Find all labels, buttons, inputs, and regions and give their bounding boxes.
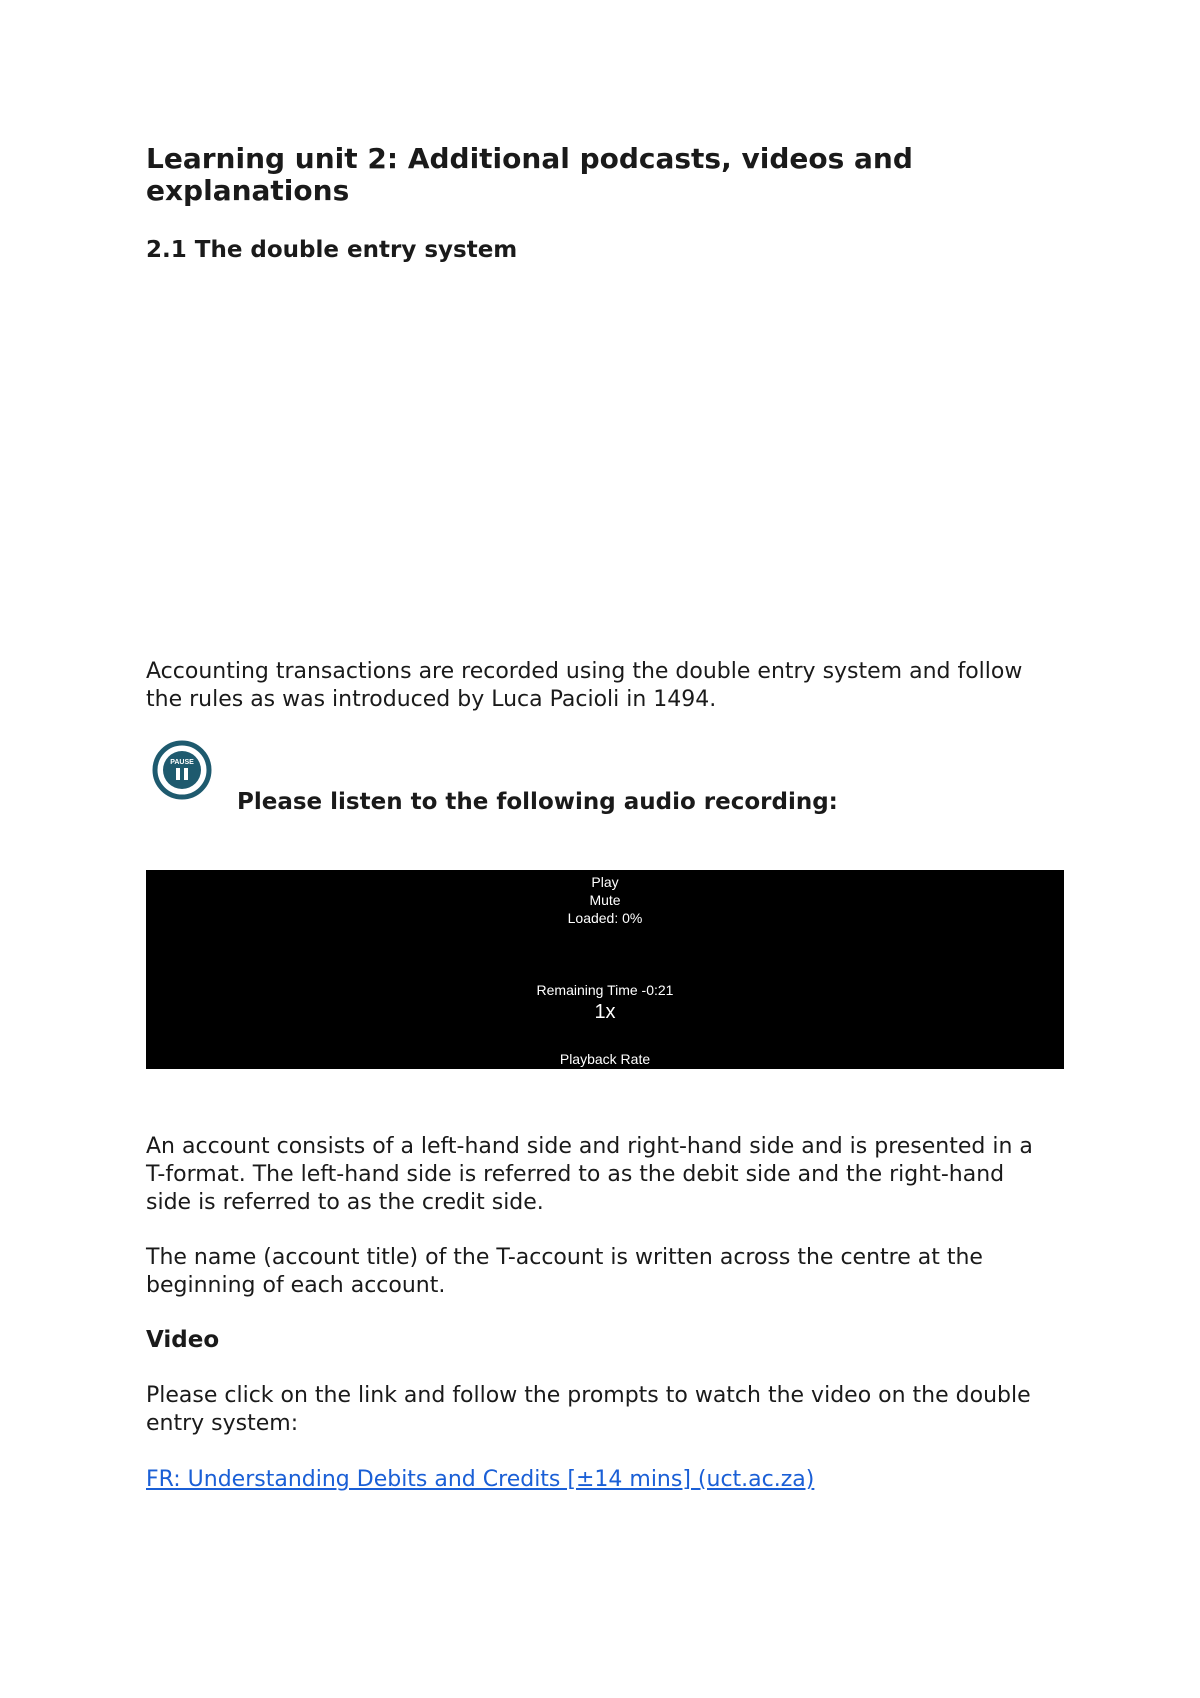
loaded-progress: Loaded: 0%	[567, 910, 643, 926]
page-title: Learning unit 2: Additional podcasts, videos and explanations	[146, 142, 913, 207]
video-instructions: Please click on the link and follow the prompts to watch the video on the double entry system:	[146, 1383, 1031, 1436]
remaining-time: Remaining Time -0:21	[536, 982, 674, 998]
account-name-paragraph: The name (account title) of the T-account is written across the centre at the beginning of each account.	[146, 1245, 983, 1298]
mute-button[interactable]: Mute	[589, 892, 621, 908]
section-heading: 2.1 The double entry system	[146, 237, 518, 263]
pause-icon-text: PAUSE	[170, 759, 194, 766]
audio-player[interactable]	[146, 870, 1064, 1069]
pause-icon	[152, 740, 212, 800]
playback-rate-button[interactable]: 1x	[594, 1001, 616, 1023]
account-paragraph: An account consists of a left-hand side and right-hand side and is presented in a T-format. The left-hand side is referred to as the debit side and the right-hand side is referred to as the credit side.	[146, 1134, 1033, 1215]
play-button[interactable]: Play	[591, 874, 619, 890]
audio-prompt: Please listen to the following audio recording:	[237, 789, 838, 815]
video-link[interactable]: FR: Understanding Debits and Credits [±14 mins] (uct.ac.za)	[146, 1467, 815, 1492]
intro-paragraph: Accounting transactions are recorded using the double entry system and follow the rules as was introduced by Luca Pacioli in 1494.	[146, 659, 1023, 712]
playback-rate-label: Playback Rate	[559, 1051, 651, 1067]
video-heading: Video	[146, 1327, 220, 1353]
